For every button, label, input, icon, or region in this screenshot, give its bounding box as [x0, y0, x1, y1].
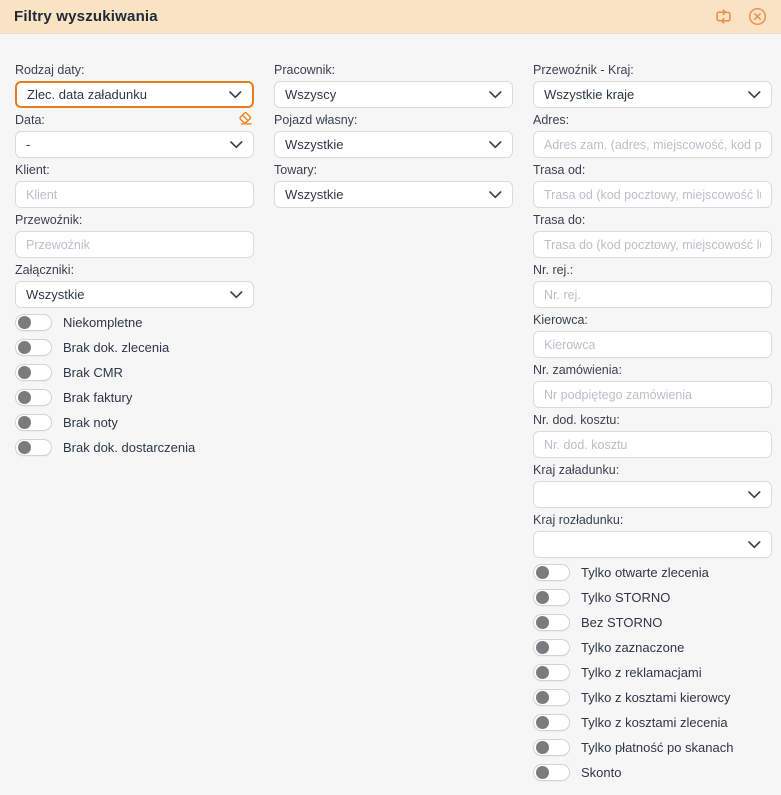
date-label: Data: [15, 113, 45, 127]
toggle-switch[interactable] [533, 564, 570, 581]
toggle-label: Tylko z kosztami kierowcy [581, 690, 731, 705]
field-date [15, 114, 254, 158]
toggle-switch[interactable] [533, 739, 570, 756]
panel-title: Filtry wyszukiwania [14, 8, 158, 25]
field-route-from [533, 164, 772, 208]
employee-select[interactable]: Wszyscy [274, 81, 513, 108]
toggle-row [15, 439, 254, 456]
unloading-country-label: Kraj rozładunku: [533, 513, 624, 527]
field-goods [274, 164, 513, 208]
chevron-down-icon [489, 141, 502, 149]
carrier-input[interactable] [15, 231, 254, 258]
order-number-label: Nr. zamówienia: [533, 363, 622, 377]
toggle-row [533, 589, 772, 606]
toggle-knob [18, 441, 31, 454]
toggle-label: Brak faktury [63, 390, 133, 405]
chevron-down-icon [489, 191, 502, 199]
route-to-label: Trasa do: [533, 213, 586, 227]
field-loading-country [533, 464, 772, 508]
toggle-switch[interactable] [15, 439, 52, 456]
toggle-knob [18, 316, 31, 329]
swap-panels-button[interactable] [714, 7, 733, 26]
toggle-switch[interactable] [533, 664, 570, 681]
toggle-label: Brak dok. zlecenia [63, 340, 170, 355]
field-employee [274, 64, 513, 108]
field-extra-cost-number [533, 414, 772, 458]
field-address [533, 114, 772, 158]
carrier-label: Przewoźnik: [15, 213, 83, 227]
toggle-knob [536, 591, 549, 604]
order-toggle-group [533, 564, 772, 781]
close-icon [748, 7, 767, 26]
document-toggle-group [15, 314, 254, 456]
toggle-label: Tylko zaznaczone [581, 640, 685, 655]
toggle-switch[interactable] [533, 589, 570, 606]
own-vehicle-label: Pojazd własny: [274, 113, 358, 127]
toggle-knob [18, 416, 31, 429]
reg-number-input[interactable] [533, 281, 772, 308]
header-actions [714, 7, 767, 26]
toggle-knob [536, 716, 549, 729]
toggle-label: Tylko z kosztami zlecenia [581, 715, 728, 730]
chevron-down-icon [489, 91, 502, 99]
toggle-label: Brak dok. dostarczenia [63, 440, 196, 455]
route-from-input[interactable] [533, 181, 772, 208]
toggle-switch[interactable] [15, 364, 52, 381]
toggle-switch[interactable] [15, 339, 52, 356]
toggle-row [533, 689, 772, 706]
chevron-down-icon [748, 541, 761, 549]
toggle-label: Brak noty [63, 415, 118, 430]
carrier-country-select[interactable]: Wszystkie kraje [533, 81, 772, 108]
field-unloading-country [533, 514, 772, 558]
toggle-switch[interactable] [533, 764, 570, 781]
toggle-knob [536, 641, 549, 654]
address-input[interactable] [533, 131, 772, 158]
chevron-down-icon [230, 291, 243, 299]
field-attachments [15, 264, 254, 308]
date-select[interactable]: - [15, 131, 254, 158]
toggle-row [15, 389, 254, 406]
toggle-row [533, 739, 772, 756]
loading-country-select[interactable] [533, 481, 772, 508]
toggle-row [533, 764, 772, 781]
attachments-label: Załączniki: [15, 263, 75, 277]
toggle-knob [536, 566, 549, 579]
date-type-label: Rodzaj daty: [15, 63, 85, 77]
toggle-label: Niekompletne [63, 315, 143, 330]
route-to-input[interactable] [533, 231, 772, 258]
toggle-knob [536, 766, 549, 779]
close-button[interactable] [748, 7, 767, 26]
toggle-switch[interactable] [15, 314, 52, 331]
chevron-down-icon [748, 91, 761, 99]
field-order-number [533, 364, 772, 408]
field-driver [533, 314, 772, 358]
toggle-label: Skonto [581, 765, 622, 780]
extra-cost-number-label: Nr. dod. kosztu: [533, 413, 620, 427]
field-reg-number [533, 264, 772, 308]
toggle-label: Tylko otwarte zlecenia [581, 565, 709, 580]
toggle-switch[interactable] [533, 614, 570, 631]
driver-label: Kierowca: [533, 313, 588, 327]
toggle-row [15, 364, 254, 381]
toggle-label: Tylko z reklamacjami [581, 665, 702, 680]
date-type-select[interactable]: Zlec. data załadunku [15, 81, 254, 108]
swap-panels-icon [714, 7, 733, 26]
carrier-country-label: Przewoźnik - Kraj: [533, 63, 634, 77]
goods-select[interactable]: Wszystkie [274, 181, 513, 208]
toggle-switch[interactable] [533, 639, 570, 656]
own-vehicle-select[interactable]: Wszystkie [274, 131, 513, 158]
field-carrier-country [533, 64, 772, 108]
toggle-label: Tylko płatność po skanach [581, 740, 734, 755]
route-from-label: Trasa od: [533, 163, 586, 177]
toggle-knob [536, 616, 549, 629]
toggle-row [15, 314, 254, 331]
field-carrier [15, 214, 254, 258]
toggle-row [533, 614, 772, 631]
toggle-switch[interactable] [15, 389, 52, 406]
toggle-label: Bez STORNO [581, 615, 663, 630]
toggle-label: Brak CMR [63, 365, 123, 380]
chevron-down-icon [229, 91, 242, 99]
toggle-row [15, 414, 254, 431]
field-route-to [533, 214, 772, 258]
toggle-knob [536, 666, 549, 679]
goods-label: Towary: [274, 163, 318, 177]
toggle-knob [18, 341, 31, 354]
field-client [15, 164, 254, 208]
eraser-icon[interactable] [237, 110, 254, 131]
toggle-row [533, 564, 772, 581]
reg-number-label: Nr. rej.: [533, 263, 574, 277]
column-middle [274, 64, 513, 214]
employee-label: Pracownik: [274, 63, 336, 77]
unloading-country-select[interactable] [533, 531, 772, 558]
toggle-knob [18, 366, 31, 379]
chevron-down-icon [748, 491, 761, 499]
toggle-row [533, 639, 772, 656]
field-own-vehicle [274, 114, 513, 158]
toggle-row [533, 714, 772, 731]
toggle-knob [536, 691, 549, 704]
toggle-label: Tylko STORNO [581, 590, 671, 605]
toggle-row [15, 339, 254, 356]
column-left [15, 64, 254, 464]
client-label: Klient: [15, 163, 50, 177]
chevron-down-icon [230, 141, 243, 149]
toggle-row [533, 664, 772, 681]
driver-input[interactable] [533, 331, 772, 358]
order-number-input[interactable] [533, 381, 772, 408]
field-date-type [15, 64, 254, 108]
column-right [533, 64, 772, 789]
toggle-switch[interactable] [533, 714, 570, 731]
loading-country-label: Kraj załadunku: [533, 463, 620, 477]
filters-form [0, 34, 781, 789]
address-label: Adres: [533, 113, 570, 127]
toggle-knob [18, 391, 31, 404]
client-input[interactable] [15, 181, 254, 208]
attachments-select[interactable]: Wszystkie [15, 281, 254, 308]
toggle-knob [536, 741, 549, 754]
extra-cost-number-input[interactable] [533, 431, 772, 458]
panel-header [0, 0, 781, 34]
toggle-switch[interactable] [15, 414, 52, 431]
toggle-switch[interactable] [533, 689, 570, 706]
